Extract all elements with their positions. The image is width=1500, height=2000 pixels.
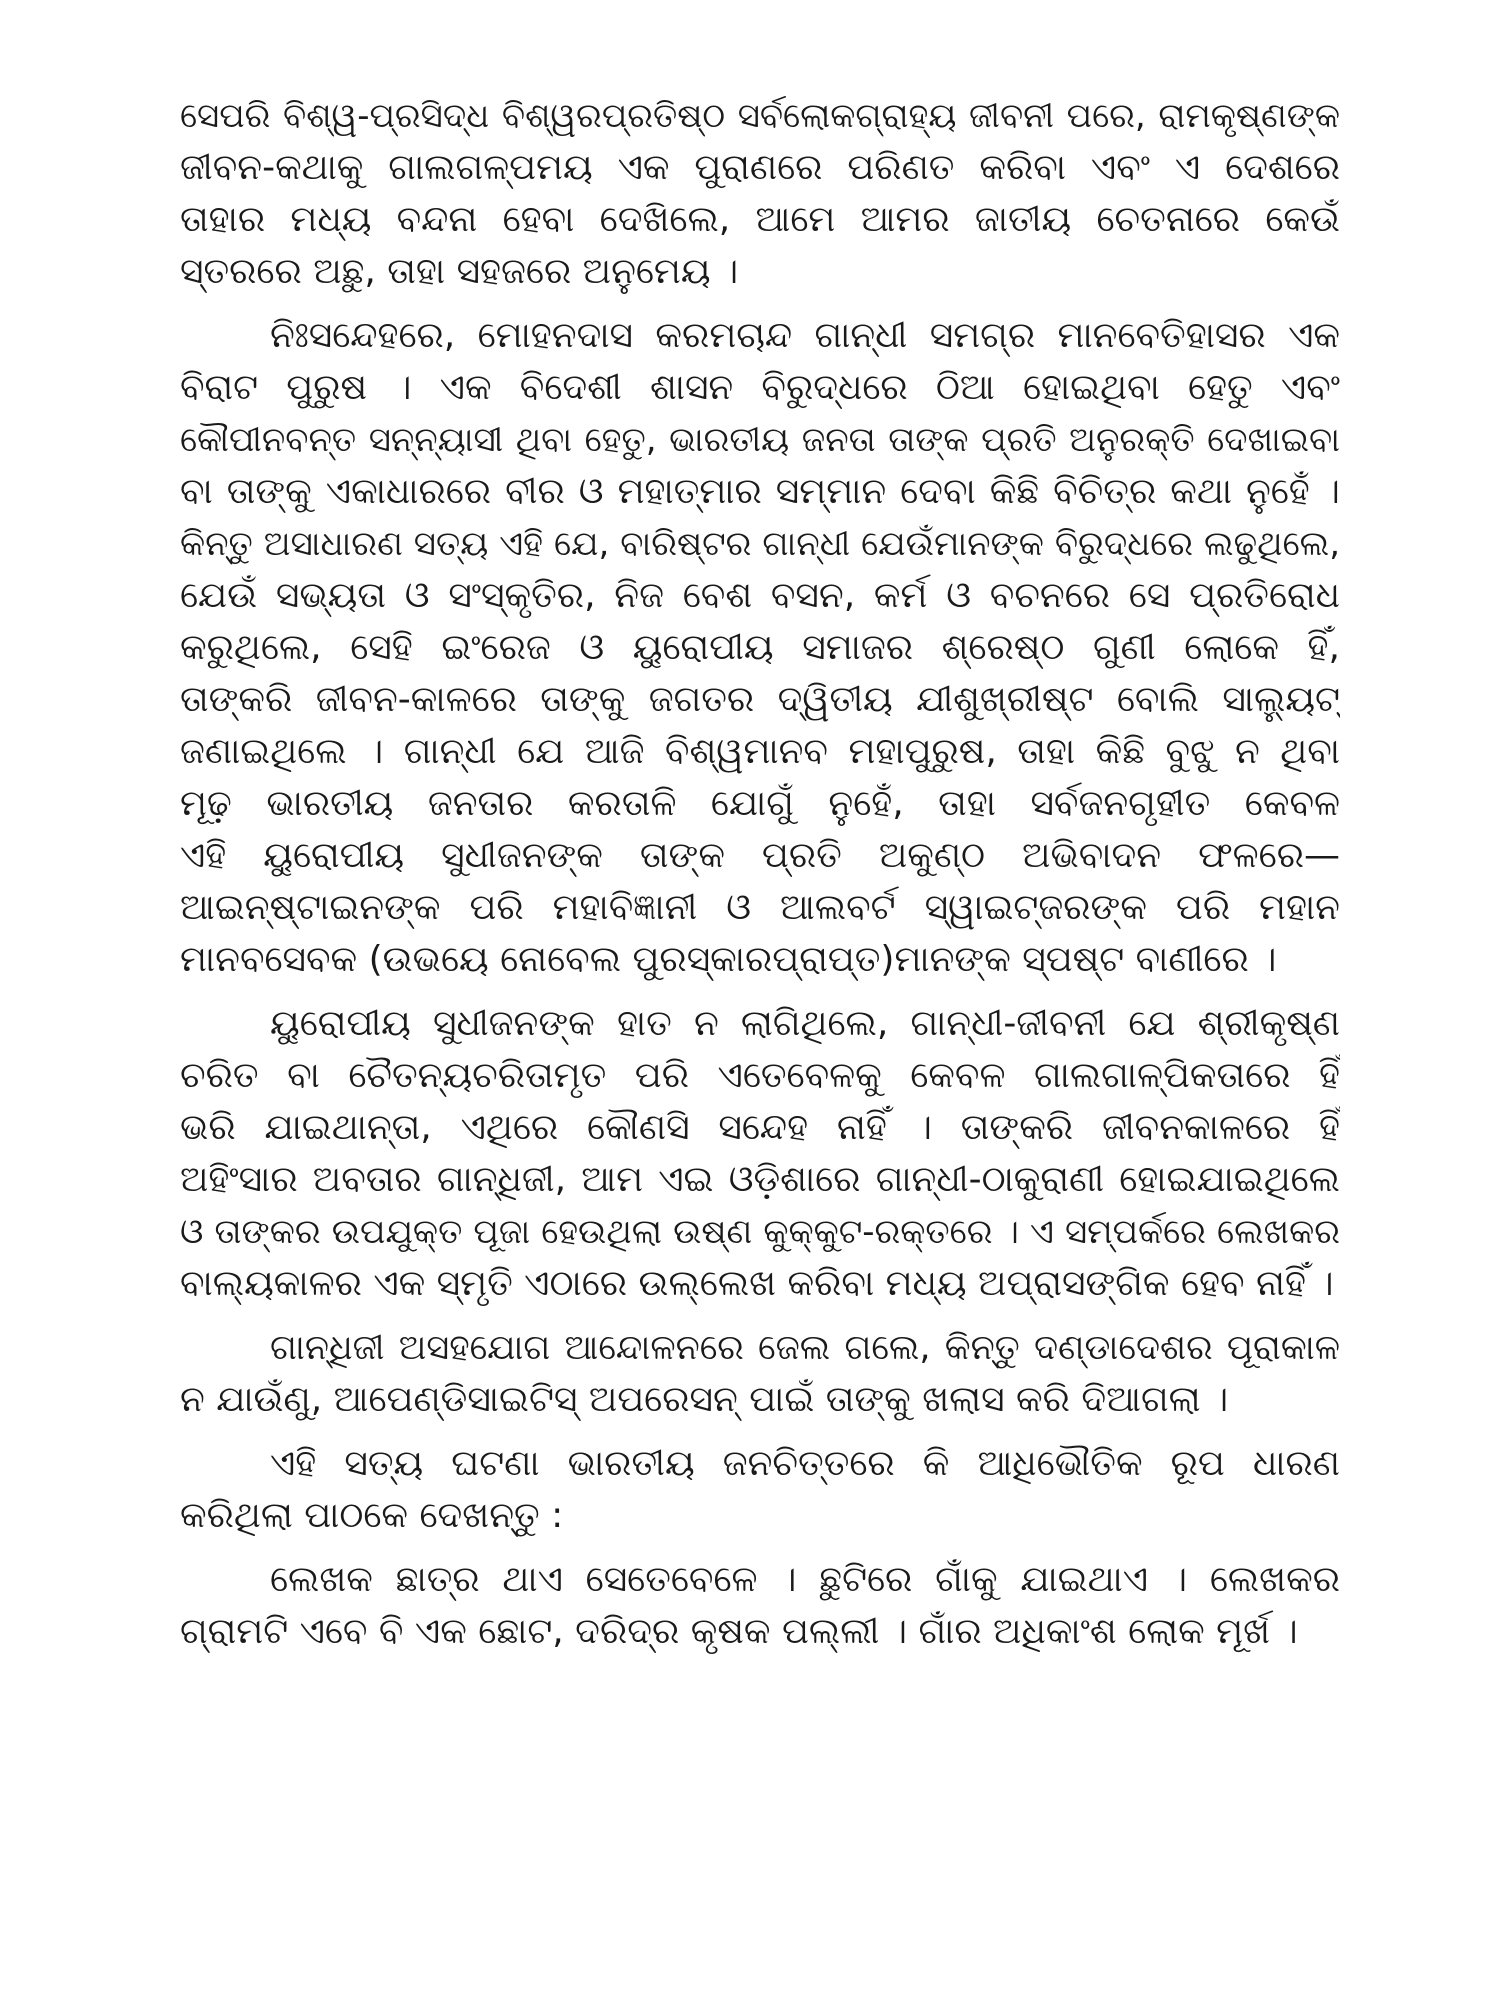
text-line: ଜଣାଇଥିଲେ । ଗାନ୍ଧୀ ଯେ ଆଜି ବିଶ୍ୱମାନବ ମହାପୁରୁଷ, ତାହା କିଛି ବୁଝୁ ନ ଥିବା <box>180 731 1340 772</box>
text-line: ଭରି ଯାଇଥାନ୍ତା, ଏଥିରେ କୌଣସି ସନ୍ଦେହ ନାହିଁ । ତାଙ୍କରି ଜୀବନକାଳରେ ହିଁ <box>180 1107 1340 1148</box>
paragraph <box>180 998 1340 1310</box>
paragraph <box>180 1322 1340 1426</box>
text-line: ସେପରି ବିଶ୍ୱ-ପ୍ରସିଦ୍ଧ ବିଶ୍ୱରପ୍ରତିଷ୍ଠ ସର୍ବଲୋକଗ୍ରାହ୍ୟ ଜୀବନୀ ପରେ, ରାମକୃଷ୍ଣଙ୍କ <box>180 96 1340 136</box>
text-line: ଆଇନ୍‌ଷ୍ଟାଇନଙ୍କ ପରି ମହାବିଜ୍ଞାନୀ ଓ ଆଲବର୍ଟ ସ୍ୱାଇଟ୍‌ଜରଙ୍କ ପରି ମହାନ <box>180 887 1340 928</box>
text-line: ଯେଉଁ ସଭ୍ୟତା ଓ ସଂସ୍କୃତିର, ନିଜ ବେଶ ବସନ, କର୍ମ ଓ ବଚନରେ ସେ ପ୍ରତିରୋଧ <box>180 575 1340 616</box>
text-line: କରିଥିଲା ପାଠକେ ଦେଖନ୍ତୁ : <box>180 1495 564 1536</box>
text-line: ନ ଯାଉଁଣୁ, ଆପେଣ୍ଡିସାଇଟିସ୍ ଅପରେସନ୍ ପାଇଁ ତାଙ୍କୁ ଖଲାସ କରି ଦିଆଗଲା । <box>180 1379 1229 1420</box>
text-line: ଏହି ସତ୍ୟ ଘଟଣା ଭାରତୀୟ ଜନଚିତ୍ତରେ କି ଆଧିଭୌତିକ ରୂପ ଧାରଣ <box>270 1443 1340 1484</box>
text-line: ଅହିଂସାର ଅବତାର ଗାନ୍ଧିଜୀ, ଆମ ଏଇ ଓଡ଼ିଶାରେ ଗାନ୍ଧୀ-ଠାକୁରାଣୀ ହୋଇଯାଇଥିଲେ <box>180 1159 1340 1200</box>
paragraph <box>180 1438 1340 1542</box>
text-line: ସ୍ତରରେ ଅଛୁ, ତାହା ସହଜରେ ଅନୁମେୟ । <box>180 251 739 292</box>
text-line: କିନ୍ତୁ ଅସାଧାରଣ ସତ୍ୟ ଏହି ଯେ, ବାରିଷ୍ଟର ଗାନ୍ଧୀ ଯେଉଁମାନଙ୍କ ବିରୁଦ୍ଧରେ ଲଢୁଥିଲେ, <box>180 524 1340 564</box>
text-line: ବା ତାଙ୍କୁ ଏକାଧାରରେ ବୀର ଓ ମହାତ୍ମାର ସମ୍ମାନ ଦେବା କିଛି ବିଚିତ୍ର କଥା ନୁହେଁ । <box>180 471 1340 512</box>
text-line: ଗାନ୍ଧିଜୀ ଅସହଯୋଗ ଆନ୍ଦୋଳନରେ ଜେଲ ଗଲେ, କିନ୍ତୁ ଦଣ୍ଡାଦେଶର ପୂରାକାଳ <box>270 1328 1340 1368</box>
text-line: ତାହାର ମଧ୍ୟ ବନ୍ଦନା ହେବା ଦେଖିଲେ, ଆମେ ଆମର ଜାତୀୟ ଚେତନାରେ କେଉଁ <box>180 199 1340 240</box>
text-line: କୌପୀନବନ୍ତ ସନ୍ନ୍ୟାସୀ ଥିବା ହେତୁ, ଭାରତୀୟ ଜନତା ତାଙ୍କ ପ୍ରତି ଅନୁରକ୍ତି ଦେଖାଇବା <box>180 420 1340 460</box>
paragraph <box>180 90 1340 298</box>
paragraph <box>180 310 1340 986</box>
text-line: ବାଲ୍ୟକାଳର ଏକ ସ୍ମୃତି ଏଠାରେ ଉଲ୍ଲେଖ କରିବା ମଧ୍ୟ ଅପ୍ରାସଙ୍ଗିକ ହେବ ନାହିଁ । <box>180 1263 1334 1304</box>
text-line: ଓ ତାଙ୍କର ଉପଯୁକ୍ତ ପୂଜା ହେଉଥିଲା ଉଷ୍ଣ କୁକ୍‌କୁଟ-ରକ୍ତରେ । ଏ ସମ୍ପର୍କରେ ଲେଖକର <box>180 1212 1340 1252</box>
text-line: ତାଙ୍କରି ଜୀବନ-କାଳରେ ତାଙ୍କୁ ଜଗତର ଦ୍ୱିତୀୟ ଯୀଶୁଖ୍ରୀଷ୍ଟ ବୋଲି ସାଲ୍ୟୁଟ୍ <box>180 679 1340 720</box>
text-line: ଗ୍ରାମଟି ଏବେ ବି ଏକ ଛୋଟ, ଦରିଦ୍ର କୃଷକ ପଲ୍ଲୀ । ଗାଁର ଅଧିକାଂଶ ଲୋକ ମୂର୍ଖ । <box>180 1611 1298 1652</box>
text-line: କରୁଥିଲେ, ସେହି ଇଂରେଜ ଓ ୟୁରୋପୀୟ ସମାଜର ଶ୍ରେଷ୍ଠ ଗୁଣୀ ଲୋକେ ହିଁ, <box>180 627 1340 668</box>
text-line: ଜୀବନ-କଥାକୁ ଗାଲଗଳ୍ପମୟ ଏକ ପୁରାଣରେ ପରିଣତ କରିବା ଏବଂ ଏ ଦେଶରେ <box>180 147 1340 188</box>
text-line: ମାନବସେବକ (ଉଭୟେ ନୋବେଲ ପୁରସ୍କାରପ୍ରାପ୍ତ)ମାନଙ୍କ ସ୍ପଷ୍ଟ ବାଣୀରେ । <box>180 939 1277 980</box>
text-line: ଲେଖକ ଛାତ୍ର ଥାଏ ସେତେବେଳେ । ଛୁଟିରେ ଗାଁକୁ ଯାଇଥାଏ । ଲେଖକର <box>270 1559 1340 1600</box>
body-text <box>180 90 1340 1670</box>
text-line: ଏହି ୟୁରୋପୀୟ ସୁଧୀଜନଙ୍କ ତାଙ୍କ ପ୍ରତି ଅକୁଣ୍ଠ ଅଭିବାଦନ ଫଳରେ— <box>180 835 1340 876</box>
text-line: ଚରିତ ବା ଚୈତନ୍ୟଚରିତାମୃତ ପରି ଏତେବେଳକୁ କେବଳ ଗାଲଗାଳ୍ପିକତାରେ ହିଁ <box>180 1055 1340 1096</box>
text-line: ୟୁରୋପୀୟ ସୁଧୀଜନଙ୍କ ହାତ ନ ଲାଗିଥିଲେ, ଗାନ୍ଧୀ-ଜୀବନୀ ଯେ ଶ୍ରୀକୃଷ୍ଣ <box>270 1003 1340 1044</box>
text-line: ବିରାଟ ପୁରୁଷ । ଏକ ବିଦେଶୀ ଶାସନ ବିରୁଦ୍ଧରେ ଠିଆ ହୋଇଥିବା ହେତୁ ଏବଂ <box>180 367 1340 408</box>
paragraph <box>180 1554 1340 1658</box>
text-line: ମୂଢ଼ ଭାରତୀୟ ଜନତାର କରତାଳି ଯୋଗୁଁ ନୁହେଁ, ତାହା ସର୍ବଜନଗୃହୀତ କେବଳ <box>180 783 1340 824</box>
text-line: ନିଃସନ୍ଦେହରେ, ମୋହନଦାସ କରମଚାନ୍ଦ ଗାନ୍ଧୀ ସମଗ୍ର ମାନବେତିହାସର ଏକ <box>270 315 1340 356</box>
